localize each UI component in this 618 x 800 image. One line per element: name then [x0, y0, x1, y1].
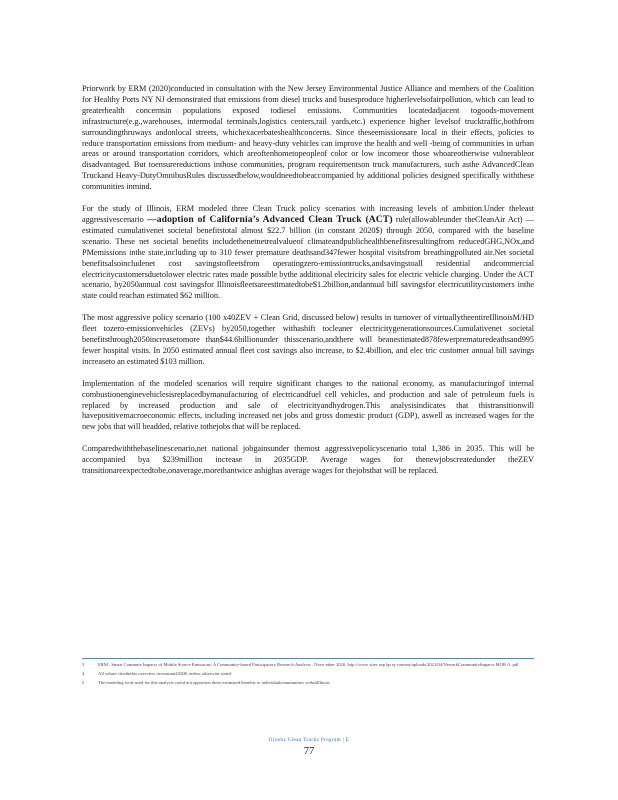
paragraph-text: Implementation of the modeled scenarios will require significant changes to the national economy, as manufacturingof internal combustionenginevehiclesisreplacedbymanufacturing of electricandfuel cell vehicles, and production and sale of petroleum fuels is replaced by increased production and sale of electricityandhydrogen.This analysisindicates that thistransitionwill havepositivemacroeconomic effects, including increased net jobs and gross domestic product (GDP), aswell as increased wages for the new jobs that will beadded, relative tothejobs that will be replaced.: [82, 378, 534, 432]
paragraph-text-continued: rule(allowableunder theCleanAir Act) —estimated cumulativenet societal benefitstotal almost $22.7 billion (in constant 2020$) through 2050, compared with the baseline scenario. These net societal benefits includethenetnetrealvalueof climateandpublichealthbenefitsresultingfrom reducedGHG,NOx,and PMemissions inthe state,including up to 310 fewer premature deathsand347fewer hospital visitsfrom breathingpolluted air.Net societal benefitsalsoincludenet cost savingstofleetsfrom operatingzero-emissiontrucks,andsavingstoall residential andcommercial electricitycustomersduetolower electric rates made possible bythe additional electricity sales for electric vehicle charging. Under the ACT scenario, by2050annual cost savingsfor Illinoisfleetsareestimatedtobe$1.2billion,andannual bill savingsfor electricutilitycustomers inthe state could reachan estimated $62 million.: [82, 214, 534, 301]
footnote-text: All values citedinthis overview inconstant2020$, unless otherwise stated: [98, 671, 232, 676]
footnote-number: 3: [82, 662, 85, 667]
paragraph-text: Priorwork by ERM (2020)conducted in consultation with the New Jersey Environmental Justice Alliance and members of the Coalition for Healthy Ports NY NJ demonstrated that emissions from diesel trucks and busesproduce higherlevelsofairpollution, which can lead to greaterhealth concernsin populations exposed todiesel emissions. Communities locatedadjacent togoods-movement infrastructure(e.g.,warehouses, intermodal terminals,logistics centers,rail yards,etc.) experience higher levelsof trucktraffic,bothfrom surroundingthruways andonlocal streets, whichexacerbateshealthconcerns. Since theseemissionsare local in their effects, policies to reduce transportation emissions from medium- and heavy-duty vehicles can improve the health and well -being of communities in urban areas or around transportation corridors, which areoftenhometopeopleof color or low incomeor those whoareotherwise vulnerableor disadvantaged. But toensurereductions inthose communities, program requirementson truck manufacturers, such asthe AdvancedClean Truckand Heavy-DutyOmnibusRules discussedbelow,wouldneedtobeaccompanied by additional policies designed specifically withthese communities inmind.: [82, 84, 534, 192]
footnote-text: ERM , Smart Commute Impacts of Mobile Source Emissions: A Community-based Participatory Research Analysis , Nove mber 2020, http://www sites sep bp ej-content/uploads/2021/04/NewarkCommunityImpacts MOB A. pdf: [98, 662, 519, 667]
paragraph-aggressive-scenario: [82, 313, 534, 368]
paragraph-text: Comparedwiththebaselinescenario,net national jobgainsunder themost aggressivepolicyscenario total 1,386 in 2035. This will be accompanied bya $239million increase in 2035GDP. Average wages for thenewjobscreatedunder theZEV transitionareexpectedtobe,onaverage,morethantwice ashighas average wages for thejobsthat will be replaced.: [82, 444, 534, 476]
emphasized-text: —adoption of California’s Advanced Clean Truck (ACT): [147, 213, 393, 225]
paragraph-illinois-study: [82, 204, 534, 302]
footnote-divider: [82, 658, 534, 659]
footnote-number: 4: [82, 671, 85, 676]
paragraph-text: The most aggressive policy scenario (100 x40ZEV + Clean Grid, discussed below) results in turnover of virtuallytheentireIllinoisM/HD fleet tozero-emissionvehicles (ZEVs) by2050,together withashift tocleaner electricitygenerationsources.Cumulativenet societal benefitsthrough2050increasetomore than$44.6billionunder thisscenario,andthere will beanestimated878fewerprematuredeathsand995 fewer hospital visits. In 2050 estimated annual fleet cost savings also increase, to $2.4billion, and elec tric customer annual bill savings increaseto an estimated $103 million.: [82, 313, 534, 366]
footnote: [82, 661, 534, 668]
paragraph-baseline-comparison: [82, 444, 534, 477]
paragraph-text: For the study of Illinois, ERM modeled three Clean Truck policy scenarios with increasing levels of ambition.Under theleast aggressivescenario: [82, 204, 534, 224]
page-footer-title: Illinois Clean Trucks Program | E: [268, 738, 350, 743]
page-number: 77: [303, 746, 315, 757]
footnote-number: 5: [82, 680, 85, 685]
footnote-text: The modeling tools used for this analysis could not apportion these estimated benefits to individualcommunities withinIllinois: [98, 680, 330, 685]
paragraph-implementation: [82, 379, 534, 434]
body-text: [82, 84, 534, 488]
footnotes: [82, 661, 534, 688]
footnote: [82, 679, 534, 686]
paragraph-prior-work: [82, 84, 534, 193]
footnote: [82, 670, 534, 677]
